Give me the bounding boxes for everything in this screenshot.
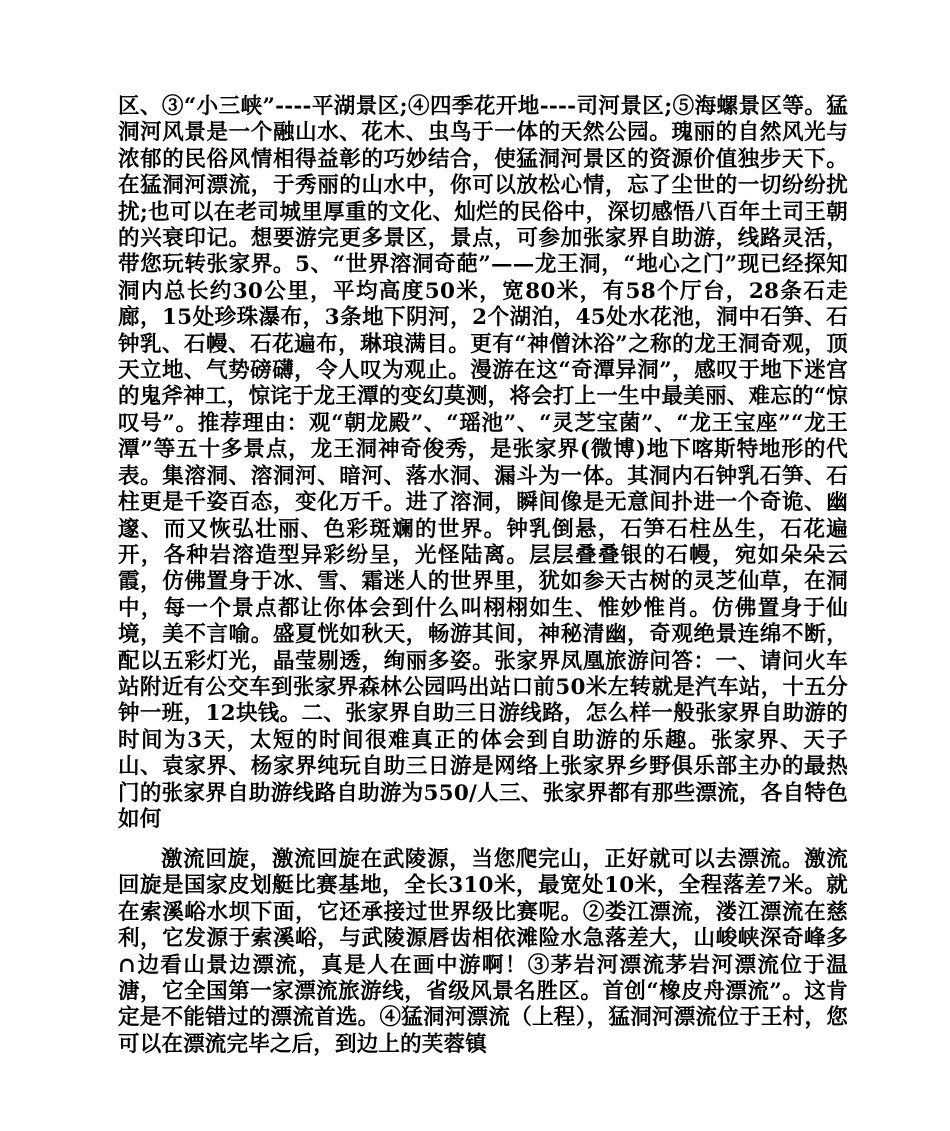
body-paragraph-2: 激流回旋，激流回旋在武陵源，当您爬完山，正好就可以去漂流。激流回旋是国家皮划艇比赛基地，全长310米，最宽处10米，全程落差7米。就在索溪峪水坝下面，它还承接过世界级比赛呢。②娄江漂流，溇江漂流在慈利，它发源于索溪峪，与武陵源唇齿相依滩险水急落差大，山峻峡深奇峰多∩边看山景边漂流，真是人在画中游啊！③茅岩河漂流茅岩河漂流位于温溏，它全国第一家漂流旅游线，省级风景名胜区。首创“橡皮舟漂流”。这肯定是不能错过的漂流首选。④猛洞河漂流（上程），猛洞河漂流位于王村，您可以在漂流完毕之后，到边上的芙蓉镇	[118, 847, 848, 1057]
body-paragraph-1: 区、③“小三峡”----平湖景区;④四季花开地----司河景区;⑤海螺景区等。猛洞河风景是一个融山水、花木、虫鸟于一体的天然公园。瑰丽的自然风光与浓郁的民俗风情相得益彰的巧妙结合，使猛洞河景区的资源价值独步天下。在猛洞河漂流，于秀丽的山水中，你可以放松心情，忘了尘世的一切纷纷扰扰;也可以在老司城里厚重的文化、灿烂的民俗中，深切感悟八百年土司王朝的兴衰印记。想要游完更多景区，景点，可参加张家界自助游，线路灵活，带您玩转张家界。5、“世界溶洞奇葩”——龙王洞，“地心之门”现已经探知洞内总长约30公里，平均高度50米，宽80米，有58个厅台，28条石走廊，15处珍珠瀑布，3条地下阴河，2个湖泊，45处水花池，洞中石笋、石钟乳、石幔、石花遍布，琳琅满目。更有“神僧沐浴”之称的龙王洞奇观，顶天立地、气势磅礴，令人叹为观止。漫游在这“奇潭异洞”，感叹于地下迷宫的鬼斧神工，惊诧于龙王潭的变幻莫测，将会打上一生中最美丽、难忘的“惊叹号”。推荐理由：观“朝龙殿”、“瑶池”、“灵芝宝菌”、“龙王宝座”“龙王潭”等五十多景点，龙王洞神奇俊秀，是张家界(微博)地下喀斯特地形的代表。集溶洞、溶洞河、暗河、落水洞、漏斗为一体。其洞内石钟乳石笋、石柱更是千姿百态，变化万千。进了溶洞，瞬间像是无意间扑进一个奇诡、幽邃、而又恢弘壮丽、色彩斑斓的世界。钟乳倒悬，石笋石柱丛生，石花遍开，各种岩溶造型异彩纷呈，光怪陆离。层层叠叠银的石幔，宛如朵朵云霞，仿佛置身于冰、雪、霜迷人的世界里，犹如参天古树的灵芝仙草，在洞中，每一个景点都让你体会到什么叫栩栩如生、惟妙惟肖。仿佛置身于仙境，美不言喻。盛夏恍如秋天，畅游其间，神秘清幽，奇观绝景连绵不断，配以五彩灯光，晶莹剔透，绚丽多姿。张家界凤凰旅游问答：一、请问火车站附近有公交车到张家界森林公园吗出站口前50米左转就是汽车站，十五分钟一班，12块钱。二、张家界自助三日游线路，怎么样一般张家界自助游的时间为3天，太短的时间很难真正的体会到自助游的乐趣。张家界、天子山、袁家界、杨家界纯玩自助三日游是网络上张家界乡野俱乐部主办的最热门的张家界自助游线路自助游为550/人三、张家界都有那些漂流，各自特色如何	[118, 94, 848, 832]
